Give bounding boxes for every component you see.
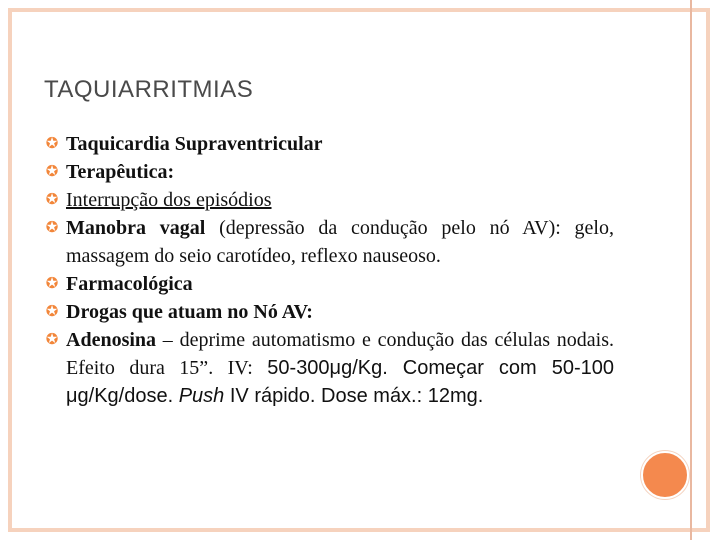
list-item	[44, 270, 614, 298]
item-text: (depressão da condução pelo nó AV): gelo, massagem do seio carotídeo, reflexo nauseoso.	[66, 217, 614, 267]
star-bullet-icon: ✪	[45, 332, 59, 348]
star-bullet-icon: ✪	[45, 192, 59, 208]
decorative-vertical-line	[690, 0, 692, 540]
item-text: Farmacológica	[66, 273, 193, 295]
list-item	[44, 158, 614, 186]
item-text: Interrupção dos episódios	[66, 189, 272, 211]
item-text: Terapêutica:	[66, 161, 175, 183]
bullet-list	[44, 130, 614, 410]
star-bullet-icon: ✪	[45, 276, 59, 292]
list-item	[44, 214, 614, 270]
star-bullet-icon: ✪	[45, 220, 59, 236]
item-text: Drogas que atuam no Nó AV:	[66, 301, 313, 323]
star-bullet-icon: ✪	[45, 164, 59, 180]
item-text: Taquicardia Supraventricular	[66, 133, 323, 155]
list-item	[44, 130, 614, 158]
list-item	[44, 186, 614, 214]
slide-title: TAQUIARRITMIAS	[44, 76, 254, 103]
list-item	[44, 326, 614, 410]
item-text: – deprime automatismo e condução das células nodais. Efeito dura 15”. IV:	[66, 329, 614, 379]
list-item	[44, 298, 614, 326]
item-bold-text: Adenosina	[66, 329, 157, 351]
decorative-circle	[641, 451, 689, 499]
item-italic-text: Push	[178, 385, 225, 407]
item-dose-text: 50-300μg/Kg. Começar com 50-100 μg/Kg/dose.	[66, 357, 614, 407]
star-bullet-icon: ✪	[45, 304, 59, 320]
star-bullet-icon: ✪	[45, 136, 59, 152]
item-dose-text: IV rápido. Dose máx.: 12mg.	[224, 385, 484, 407]
item-bold-text: Manobra vagal	[66, 217, 206, 239]
